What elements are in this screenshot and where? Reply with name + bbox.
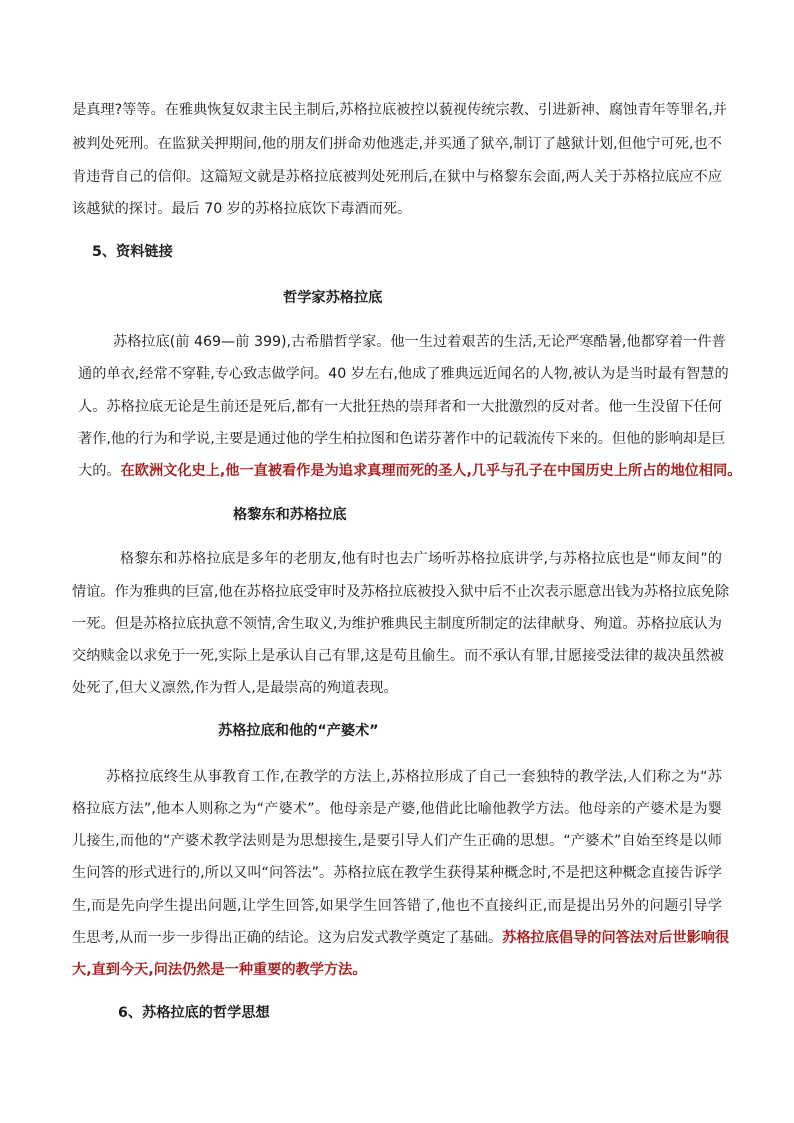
crito-line-5: 处死了,但大义凛然,作为哲人,是最崇高的殉道表现。 xyxy=(72,680,398,696)
midwifery-line-7 xyxy=(72,960,367,980)
section-5-heading: 5、资料链接 xyxy=(92,244,173,260)
philosopher-line-1: 苏格拉底(前 469—前 399),古希腊哲学家。他一生过着艰苦的生活,无论严寒酷暑,他都穿着一件普 xyxy=(113,334,726,350)
philosopher-line-5 xyxy=(78,461,741,481)
crito-line-2: 情谊。作为雅典的巨富,他在苏格拉底受审时及苏格拉底被投入狱中后不止次表示愿意出钱为苏格拉底免除 xyxy=(72,584,730,600)
intro-line-1: 是真理?等等。在雅典恢复奴隶主民主制后,苏格拉底被控以藐视传统宗教、引进新神、腐蚀青年等罪名,并 xyxy=(72,102,727,118)
crito-line-1: 格黎东和苏格拉底是多年的老朋友,他有时也去广场听苏格拉底讲学,与苏格拉底也是“师友间”的 xyxy=(120,551,722,567)
midwifery-highlight-1: 苏格拉底倡导的问答法对后世影响很 xyxy=(502,930,730,946)
crito-line-4: 交纳赎金以求免于一死,实际上是承认自己有罪,这是苟且偷生。而不承认有罪,甘愿接受法律的裁决虽然被 xyxy=(72,648,724,664)
midwifery-highlight-2: 大,直到今天,问法仍然是一种重要的教学方法。 xyxy=(72,962,367,978)
midwifery-line-1: 苏格拉底终生从事教育工作,在教学的方法上,苏格拉形成了自己一套独特的教学法,人们称之为“苏 xyxy=(106,769,722,785)
midwifery-line-3: 儿接生,而他的“产婆术教学法则是为思想接生,是要引导人们产生正确的思想。“产婆术”自始至终是以师 xyxy=(72,833,722,849)
crito-title: 格黎东和苏格拉底 xyxy=(233,507,347,523)
intro-line-2: 被判处死刑。在监狱关押期间,他的朋友们拼命劝他逃走,并买通了狱卒,制订了越狱计划,但他宁可死,也不 xyxy=(72,136,722,152)
crito-line-3: 一死。但是苏格拉底执意不领情,舍生取义,为维护雅典民主制度所制定的法律献身、殉道。苏格拉底认为 xyxy=(72,616,722,632)
philosopher-line-3: 人。苏格拉底无论是生前还是死后,都有一大批狂热的崇拜者和一大批激烈的反对者。他一生没留下任何 xyxy=(78,399,722,415)
midwifery-line-5: 生,而是先向学生提出问题,让学生回答,如果学生回答错了,他也不直接纠正,而是提出另外的问题引导学 xyxy=(72,898,722,914)
intro-line-3: 肯违背自己的信仰。这篇短文就是苏格拉底被判处死刑后,在狱中与格黎东会面,两人关于苏格拉底应不应 xyxy=(72,169,722,185)
midwifery-line-6-plain: 生思考,从而一步一步得出正确的结论。这为启发式教学奠定了基础。 xyxy=(72,930,503,946)
philosopher-highlight: 在欧洲文化史上,他一直被看作是为追求真理而死的圣人,几乎与孔子在中国历史上所占的地位相同。 xyxy=(120,463,742,479)
midwifery-line-2: 格拉底方法”,他本人则称之为“产婆术”。他母亲是产婆,他借此比喻他教学方法。他母亲的产婆术是为婴 xyxy=(72,801,722,817)
philosopher-title: 哲学家苏格拉底 xyxy=(283,290,383,306)
intro-line-4: 该越狱的探讨。最后 70 岁的苏格拉底饮下毒酒而死。 xyxy=(72,201,412,217)
philosopher-line-5-plain: 大的。 xyxy=(78,463,121,479)
section-6-heading: 6、苏格拉底的哲学思想 xyxy=(118,1005,270,1021)
philosopher-line-2: 通的单衣,经常不穿鞋,专心致志做学问。40 岁左右,他成了雅典远近闻名的人物,被认为是当时最有智慧的 xyxy=(78,366,729,382)
midwifery-line-4: 生问答的形式进行的,所以又叫“问答法”。苏格拉底在教学生获得某种概念时,不是把这种概念直接告诉学 xyxy=(72,865,722,881)
philosopher-line-4: 著作,他的行为和学说,主要是通过他的学生柏拉图和色诺芬著作中的记载流传下来的。但他的影响却是巨 xyxy=(78,431,726,447)
midwifery-line-6 xyxy=(72,928,730,948)
midwifery-title: 苏格拉底和他的“产婆术” xyxy=(218,723,379,739)
